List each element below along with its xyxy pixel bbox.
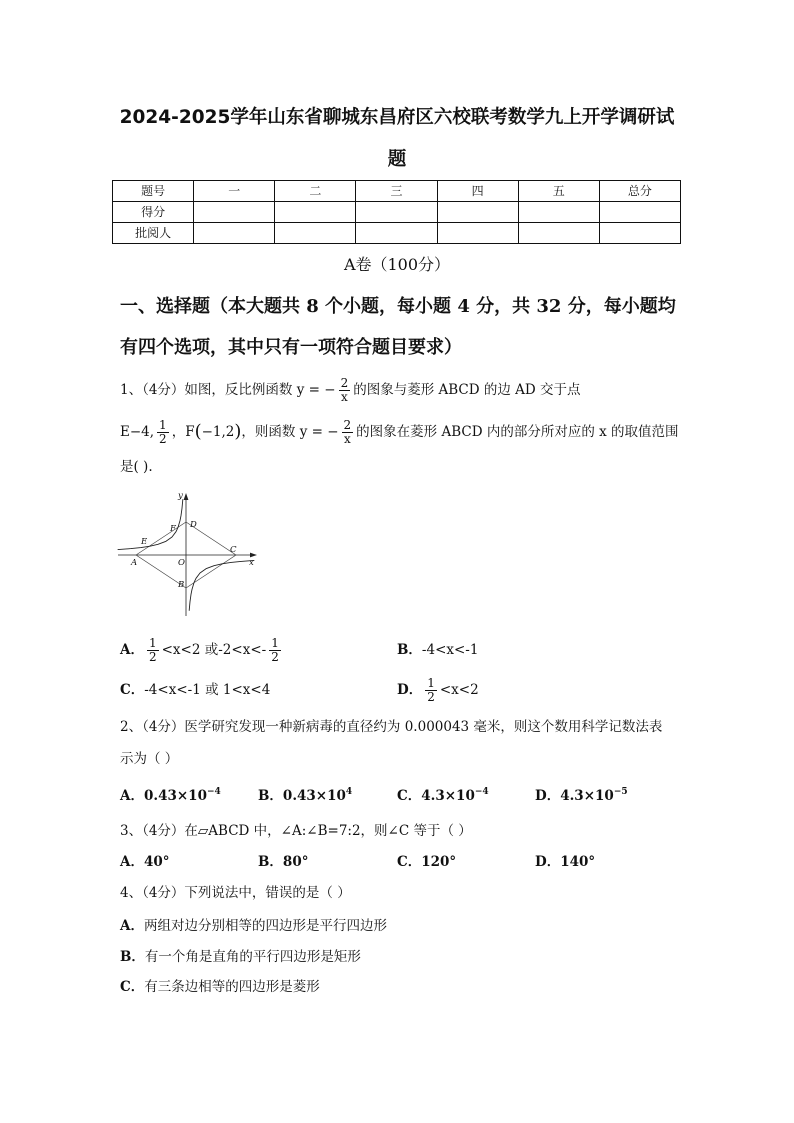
paper-part-heading: A卷（100分） (343, 255, 451, 274)
fraction (425, 677, 437, 703)
x-axis-arrow (250, 553, 257, 558)
question-2-option-b (258, 778, 352, 814)
reviewer-cell (356, 223, 437, 244)
exam-title-line-2: 题 (387, 149, 407, 170)
option-letter: B． (120, 949, 145, 965)
option-text: 40° (143, 854, 170, 870)
fraction-denominator: 2 (148, 650, 157, 664)
point-f-coords: −1,2 (201, 424, 235, 440)
fraction-numerator: 1 (271, 636, 279, 651)
reviewer-cell (194, 223, 275, 244)
score-table-header-cell: 二 (275, 181, 356, 202)
option-letter: A． (120, 788, 144, 804)
question-1-stem-line-2 (120, 414, 679, 450)
fraction-denominator: 2 (271, 650, 279, 664)
score-table-header-cell: 四 (437, 181, 518, 202)
option-letter: C． (397, 788, 422, 804)
score-row-label: 得分 (113, 202, 194, 223)
figure-label-x-axis: x (249, 558, 254, 568)
fraction (157, 419, 169, 445)
figure-label-f: F (170, 524, 176, 534)
question-1-option-c (120, 672, 270, 708)
option-text: 80° (282, 854, 309, 870)
hyperbola-branch-fourth-quadrant (189, 560, 254, 610)
question-1-text: 1、（4分）如图，反比例函数 y = − (120, 382, 336, 398)
fraction-denominator: 2 (427, 690, 435, 704)
question-4-option-c (120, 969, 320, 1005)
question-1-option-d (397, 672, 479, 708)
question-1-text: 的图象在菱形 ABCD 内的部分所对应的 x 的取值范围 (356, 424, 679, 440)
fraction-denominator: x (343, 432, 351, 446)
reviewer-row-label: 批阅人 (113, 223, 194, 244)
question-3-stem: 3、（4分）在▱ABCD 中，∠A:∠B=7:2，则∠C 等于（ ） (120, 823, 472, 839)
score-cell (275, 202, 356, 223)
option-letter: A． (120, 854, 144, 870)
figure-label-e: E (141, 537, 148, 547)
question-2-stem-line-1: 2、（4分）医学研究发现一种新病毒的直径约为 0.000043 毫米，则这个数用科学记数法表 (120, 719, 663, 735)
fraction (269, 637, 281, 663)
figure-label-a: A (131, 558, 138, 568)
figure-label-c: C (230, 545, 237, 555)
fraction (339, 377, 351, 403)
fraction (147, 637, 159, 663)
fraction-denominator: x (340, 390, 348, 404)
score-table (112, 180, 681, 244)
figure-label-d: D (190, 520, 197, 530)
question-3-option-d (535, 844, 595, 880)
score-table-header-cell: 三 (356, 181, 437, 202)
score-table-reviewer-row (113, 223, 681, 244)
separator: ， (171, 424, 186, 440)
score-table-header-cell: 总分 (599, 181, 680, 202)
score-table-header-cell: 一 (194, 181, 275, 202)
option-text: 120° (421, 854, 457, 870)
option-exponent: −4 (474, 787, 489, 797)
option-text: 4.3×10 (421, 788, 475, 804)
option-letter: B． (397, 642, 422, 658)
option-letter: C． (120, 682, 145, 698)
fraction-numerator: 2 (340, 376, 349, 391)
option-letter: D． (397, 682, 423, 698)
reviewer-cell (275, 223, 356, 244)
option-text: 0.43×10 (282, 788, 346, 804)
option-text: <x<2 或-2<x<- (161, 642, 267, 658)
option-exponent: 4 (345, 787, 353, 797)
question-2-option-d (535, 778, 628, 814)
score-table-header-cell: 题号 (113, 181, 194, 202)
section-1-heading-line-2: 有四个选项，其中只有一项符合题目要求） (120, 337, 462, 358)
question-1-option-b (397, 632, 478, 668)
option-letter: A． (120, 918, 144, 934)
fraction-numerator: 1 (159, 418, 167, 433)
option-text: 有三条边相等的四边形是菱形 (144, 979, 320, 995)
question-1-figure (116, 488, 261, 620)
fraction-numerator: 1 (148, 636, 157, 651)
question-2-option-a (120, 778, 221, 814)
option-letter: D． (535, 854, 561, 870)
question-3-option-c (397, 844, 456, 880)
option-letter: A． (120, 642, 144, 658)
question-2-option-c (397, 778, 489, 814)
paren-close: ) (234, 421, 242, 442)
score-cell (356, 202, 437, 223)
option-text: -4<x<-1 (421, 642, 479, 658)
reviewer-cell (599, 223, 680, 244)
score-cell (518, 202, 599, 223)
reviewer-cell (518, 223, 599, 244)
y-axis-arrow (184, 493, 189, 500)
option-text: 有一个角是直角的平行四边形是矩形 (144, 949, 361, 965)
fraction-denominator: 2 (159, 432, 167, 446)
score-table-header-row (113, 181, 681, 202)
reviewer-cell (437, 223, 518, 244)
question-1-text: ，则函数 y = − (241, 424, 339, 440)
point-e-text: E−4, (120, 424, 155, 440)
option-letter: B． (258, 854, 283, 870)
option-exponent: −4 (206, 787, 221, 797)
option-text: 140° (560, 854, 596, 870)
fraction (342, 419, 354, 445)
option-text: -4<x<-1 或 1<x<4 (144, 682, 271, 698)
score-cell (194, 202, 275, 223)
score-cell (599, 202, 680, 223)
option-exponent: −5 (613, 787, 628, 797)
fraction-numerator: 1 (427, 676, 435, 691)
exam-title-line-1: 2024-2025学年山东省聊城东昌府区六校联考数学九上开学调研试 (119, 107, 675, 128)
figure-label-b: B (178, 580, 185, 590)
point-f-name: F (185, 424, 195, 440)
option-text: 4.3×10 (560, 788, 614, 804)
option-letter: D． (535, 788, 561, 804)
score-table-score-row (113, 202, 681, 223)
question-1-stem-line-3: 是( ). (120, 459, 153, 475)
option-text: 两组对边分别相等的四边形是平行四边形 (143, 918, 387, 934)
question-1-option-a (120, 632, 284, 668)
score-table-header-cell: 五 (518, 181, 599, 202)
option-letter: C． (120, 979, 145, 995)
question-1-text: 的图象与菱形 ABCD 的边 AD 交于点 (353, 382, 581, 398)
paren-open: ( (194, 421, 202, 442)
option-letter: C． (397, 854, 422, 870)
option-text: <x<2 (439, 682, 479, 698)
option-text: 0.43×10 (143, 788, 207, 804)
score-cell (437, 202, 518, 223)
question-2-stem-line-2: 示为（ ） (120, 751, 179, 767)
figure-label-y-axis: y (178, 491, 183, 501)
question-1-stem-line-1 (120, 372, 581, 408)
figure-label-origin: O (178, 558, 185, 568)
option-letter: B． (258, 788, 283, 804)
question-4-stem: 4、（4分）下列说法中，错误的是（ ） (120, 885, 351, 901)
fraction-numerator: 2 (343, 418, 352, 433)
section-1-heading-line-1: 一、选择题（本大题共 8 个小题，每小题 4 分，共 32 分，每小题均 (120, 296, 676, 317)
